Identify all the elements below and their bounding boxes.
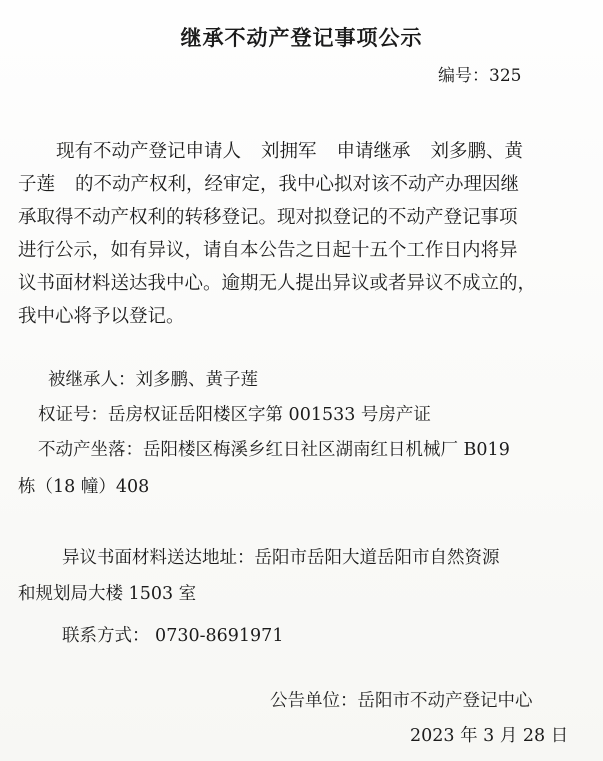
decedent-names: 刘多鹏、黄 — [430, 141, 524, 162]
document-title: 继承不动产登记事项公示 — [180, 26, 423, 50]
decedent-names: 子莲 — [18, 174, 56, 195]
certificate-line: 权证号：岳房权证岳阳楼区字第 001533 号房产证 — [38, 405, 431, 425]
notice-line-5: 议书面材料送达我中心。逾期无人提出异议或者异议不成立的， — [18, 273, 537, 294]
location-line-2: 栋（18 幢）408 — [18, 477, 150, 497]
issue-date: 2023 年 3 月 28 日 — [410, 726, 569, 746]
issuer-line: 公告单位：岳阳市不动产登记中心 — [270, 691, 533, 711]
notice-paragraph — [18, 135, 583, 333]
notice-text: 申请继承 — [336, 141, 411, 162]
applicant-name: 刘拥军 — [261, 141, 317, 162]
notice-line-6: 我中心将予以登记。 — [18, 306, 185, 327]
notice-line-4: 进行公示，如有异议，请自本公告之日起十五个工作日内将异 — [18, 240, 518, 261]
notice-line-3: 承取得不动产权利的转移登记。现对拟登记的不动产登记事项 — [18, 207, 518, 228]
objection-address-line-2: 和规划局大楼 1503 室 — [18, 584, 197, 604]
notice-line-1 — [18, 135, 583, 168]
document-number: 编号：325 — [438, 66, 522, 86]
contact-line: 联系方式： 0730-8691971 — [62, 626, 284, 646]
decedents-line: 被继承人：刘多鹏、黄子莲 — [48, 370, 258, 390]
notice-line-2 — [18, 168, 583, 201]
location-line-1: 不动产坐落：岳阳楼区梅溪乡红日社区湖南红日机械厂 B019 — [38, 440, 510, 460]
objection-address-line-1: 异议书面材料送达地址：岳阳市岳阳大道岳阳市自然资源 — [62, 548, 500, 568]
notice-text: 现有不动产登记申请人 — [56, 141, 242, 162]
notice-text: 的不动产权利，经审定，我中心拟对该不动产办理因继 — [75, 174, 520, 195]
